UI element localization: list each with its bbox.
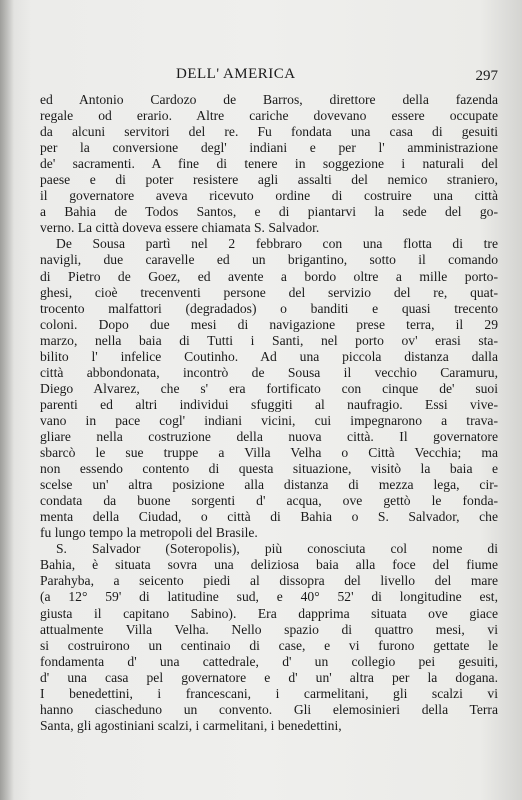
text-line: S. Salvador (Soteropolis), più conosciuta col nome di <box>56 541 498 557</box>
text-line: fondamenta d' una cattedrale, d' un collegio pei gesuiti, <box>40 653 498 669</box>
text-line: non essendo contento di questa situazione, visitò la baia e <box>40 461 498 477</box>
text-line: I benedettini, i francescani, i carmelitani, gli scalzi vi <box>40 685 498 701</box>
text-line: per la conversione degl' indiani e per l' amministrazione <box>40 140 498 156</box>
text-line: gliare nella costruzione della nuova città. Il governatore <box>40 428 498 444</box>
text-line: regale od erario. Altre cariche dovevano essere occupate <box>40 108 498 124</box>
text-line: navigli, due caravelle ed un brigantino, sotto il comando <box>40 252 498 268</box>
text-line: di Pietro de Goez, ed avente a bordo oltre a mille porto- <box>40 268 498 284</box>
body-text <box>40 92 498 734</box>
page-number: 297 <box>475 68 498 84</box>
text-line: a Bahia de Todos Santos, e di piantarvi la sede del go- <box>40 204 498 220</box>
paragraph <box>40 92 498 236</box>
text-line: paese e di poter resistere agli assalti del nemico straniero, <box>40 172 498 188</box>
text-line: città abbondonata, incontrò de Sousa il vecchio Caramuru, <box>40 364 498 380</box>
text-line: giusta il capitano Sabino). Era dapprima situata ove giace <box>40 605 498 621</box>
text-line: ghesi, cioè trecenventi persone del servizio del re, quat- <box>40 284 498 300</box>
paragraph <box>40 236 498 541</box>
text-line: fu lungo tempo la metropoli del Brasile. <box>40 525 258 541</box>
text-line: marzo, nella baia di Tutti i Santi, nel porto ov' erasi sta- <box>40 332 498 348</box>
text-line: sbarcò le sue truppe a Villa Velha o Città Vecchia; ma <box>40 445 498 461</box>
text-line: trocento malfattori (degradados) o banditi e quasi trecento <box>40 300 498 316</box>
page-header <box>40 66 498 88</box>
text-line: da alcuni servitori del re. Fu fondata una casa di gesuiti <box>40 124 498 140</box>
text-line: (a 12° 59' di latitudine sud, e 40° 52' di longitudine est, <box>40 589 498 605</box>
text-line: Parahyba, a seicento piedi al dissopra del livello del mare <box>40 573 498 589</box>
text-line: condata da buone sorgenti d' acqua, ove gettò le fonda- <box>40 493 498 509</box>
gutter-shadow <box>0 0 14 800</box>
text-line: parenti ed altri individui sfuggiti al naufragio. Essi vive- <box>40 396 498 412</box>
text-line: bilito l' infelice Coutinho. Ad una piccola distanza dalla <box>40 348 498 364</box>
text-line: Diego Alvarez, che s' era fortificato con cinque de' suoi <box>40 380 498 396</box>
text-line: attualmente Villa Velha. Nello spazio di quattro mesi, vi <box>40 621 498 637</box>
text-line: scelse un' altra posizione alla distanza di mezza lega, cir- <box>40 477 498 493</box>
text-line: verno. La città doveva essere chiamata S. Salvador. <box>40 220 320 236</box>
text-line: coloni. Dopo due mesi di navigazione prese terra, il 29 <box>40 316 498 332</box>
text-line: Santa, gli agostiniani scalzi, i carmelitani, i benedettini, <box>40 717 342 733</box>
text-line: ed Antonio Cardozo de Barros, direttore della fazenda <box>40 92 498 107</box>
text-line: d' una casa pel governatore e d' un' altra per la dogana. <box>40 669 498 685</box>
text-line: si costruirono un centinaio di case, e vi furono gettate le <box>40 637 498 653</box>
paragraph <box>40 541 498 734</box>
text-line: menta della Ciudad, o città di Bahia o S. Salvador, che <box>40 509 498 525</box>
text-line: hanno ciascheduno un convento. Gli elemosinieri della Terra <box>40 701 498 717</box>
text-line: De Sousa partì nel 2 febbraro con una flotta di tre <box>56 236 498 252</box>
text-line: de' sacramenti. A fine di tenere in soggezione i naturali del <box>40 156 498 172</box>
text-line: Bahia, è situata sovra una deliziosa baia alla foce del fiume <box>40 557 498 573</box>
text-line: vano in pace cogl' indiani vicini, cui impegnarono a trava- <box>40 412 498 428</box>
text-line: il governatore aveva ricevuto ordine di costruire una città <box>40 188 498 204</box>
running-head: DELL' AMERICA <box>176 66 296 82</box>
